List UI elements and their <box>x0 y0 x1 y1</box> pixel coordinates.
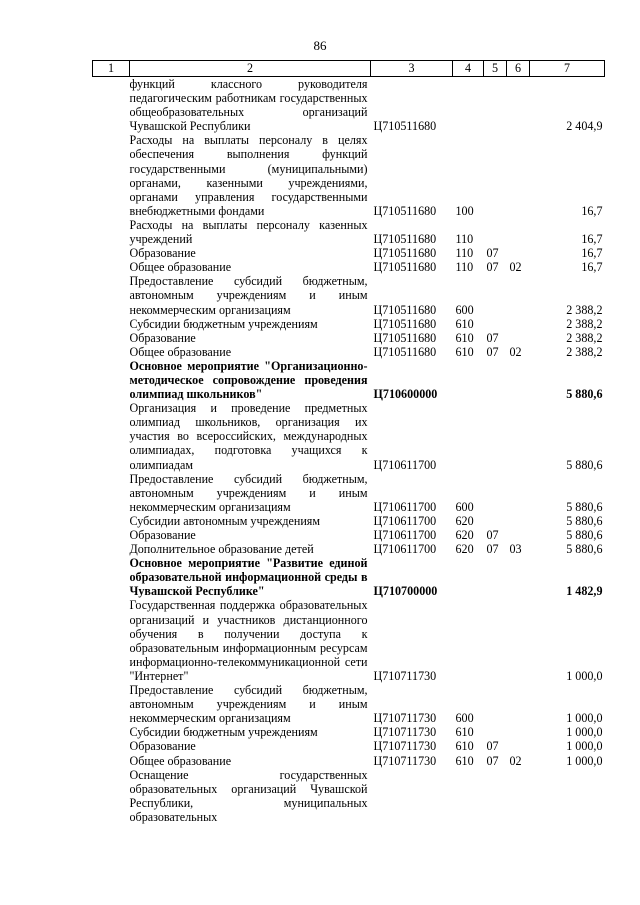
row-expense-type: 610 <box>455 725 474 740</box>
row-target-code: Ц710511680 <box>373 203 437 218</box>
row-expense-type: 610 <box>455 330 474 345</box>
table-row <box>93 345 605 359</box>
row-section: 07 <box>486 753 499 768</box>
row-amount: 1 000,0 <box>566 725 603 740</box>
empty-cell <box>93 345 130 359</box>
row-expense-type <box>453 401 484 471</box>
row-target-code: Ц710511680 <box>373 246 437 261</box>
row-target-code: Ц710711730 <box>373 725 437 740</box>
row-expense-type <box>453 598 484 683</box>
row-section <box>484 556 507 598</box>
row-section <box>484 514 507 528</box>
row-amount: 5 880,6 <box>566 542 603 557</box>
row-subsection: 02 <box>509 344 522 359</box>
row-section <box>484 683 507 725</box>
row-expense-type: 610 <box>455 316 474 331</box>
header-col-6: 6 <box>507 61 530 77</box>
row-subsection <box>507 401 530 471</box>
row-subsection <box>507 274 530 316</box>
row-section <box>484 598 507 683</box>
table-row <box>93 739 605 753</box>
empty-cell <box>93 77 130 134</box>
row-expense-type <box>453 556 484 598</box>
empty-cell <box>93 260 130 274</box>
row-section: 07 <box>486 739 499 754</box>
row-name: Расходы на выплаты персоналу в целях обеспечения выполнения функций государственными (муниципальными) органами, казенными учреждениями, органами управления государственными внебюджетными фондами <box>129 133 368 218</box>
row-expense-type: 620 <box>455 528 474 542</box>
row-subsection <box>507 133 530 218</box>
row-expense-type: 110 <box>455 260 474 275</box>
row-amount: 5 880,6 <box>566 528 603 542</box>
row-amount: 16,7 <box>581 260 603 275</box>
row-target-code: Ц710711730 <box>373 753 437 768</box>
empty-cell <box>93 739 130 753</box>
row-expense-type: 110 <box>455 246 474 261</box>
row-subsection <box>507 77 530 134</box>
row-target-code: Ц710511680 <box>373 316 437 331</box>
table-row <box>93 528 605 542</box>
row-name: Общее образование <box>129 344 232 359</box>
header-col-5: 5 <box>484 61 507 77</box>
empty-cell <box>93 768 130 824</box>
table-row <box>93 514 605 528</box>
row-name: Предоставление субсидий бюджетным, автономным учреждениям и иным некоммерческим организациям <box>129 471 368 514</box>
table-row <box>93 542 605 556</box>
row-amount: 16,7 <box>581 232 603 247</box>
row-name: Субсидии автономным учреждениям <box>129 513 321 528</box>
table-body <box>93 77 605 824</box>
row-subsection: 03 <box>509 542 522 557</box>
row-amount: 5 880,6 <box>566 387 603 402</box>
row-name: Субсидии бюджетным учреждениям <box>129 725 318 740</box>
row-target-code: Ц710611700 <box>373 513 437 528</box>
page-number: 86 <box>313 38 327 53</box>
empty-cell <box>93 514 130 528</box>
row-expense-type: 610 <box>455 739 474 754</box>
row-amount: 5 880,6 <box>566 499 603 514</box>
table-row <box>93 683 605 725</box>
row-expense-type <box>453 359 484 401</box>
empty-cell <box>93 528 130 542</box>
table-row <box>93 331 605 345</box>
row-amount: 1 000,0 <box>566 711 603 726</box>
table-row <box>93 133 605 218</box>
row-section <box>484 218 507 246</box>
row-expense-type <box>453 77 484 134</box>
row-expense-type <box>453 768 484 824</box>
row-section: 07 <box>486 260 499 275</box>
row-expense-type: 610 <box>455 753 474 768</box>
empty-cell <box>93 556 130 598</box>
header-col-7: 7 <box>530 61 605 77</box>
row-subsection <box>507 598 530 683</box>
row-subsection <box>507 331 530 345</box>
table-row <box>93 472 605 514</box>
row-expense-type: 100 <box>455 203 474 218</box>
row-section <box>484 725 507 739</box>
row-target-code: Ц710600000 <box>373 387 438 402</box>
header-col-1: 1 <box>93 61 130 77</box>
row-subsection <box>507 768 530 824</box>
row-subsection <box>507 317 530 331</box>
row-subsection <box>507 472 530 514</box>
empty-cell <box>93 331 130 345</box>
row-section <box>484 77 507 134</box>
table-header <box>93 61 605 77</box>
empty-cell <box>93 598 130 683</box>
empty-cell <box>93 683 130 725</box>
row-subsection: 02 <box>509 753 522 768</box>
empty-cell <box>93 218 130 246</box>
table-row <box>93 246 605 260</box>
table-row <box>93 401 605 471</box>
row-section <box>484 317 507 331</box>
row-subsection <box>507 528 530 542</box>
row-target-code: Ц710611700 <box>373 457 437 472</box>
row-amount: 5 880,6 <box>566 513 603 528</box>
empty-cell <box>93 133 130 218</box>
row-amount <box>530 768 605 824</box>
row-name: Расходы на выплаты персоналу казенных учреждений <box>129 217 368 247</box>
row-target-code: Ц710611700 <box>373 528 437 542</box>
table-row <box>93 218 605 246</box>
table-row <box>93 317 605 331</box>
header-row <box>93 61 605 77</box>
row-name: Общее образование <box>129 753 232 768</box>
empty-cell <box>93 725 130 739</box>
table-row <box>93 556 605 598</box>
row-expense-type: 600 <box>455 302 474 317</box>
row-subsection: 02 <box>509 260 522 275</box>
row-target-code: Ц710711730 <box>373 739 437 754</box>
row-subsection <box>507 218 530 246</box>
row-name: Основное мероприятие "Организационно-методическое сопровождение проведения олимпиад школьников" <box>129 358 368 402</box>
row-subsection <box>507 359 530 401</box>
header-col-4: 4 <box>453 61 484 77</box>
row-name: Предоставление субсидий бюджетным, автономным учреждениям и иным некоммерческим организациям <box>129 683 368 726</box>
row-expense-type: 620 <box>455 542 474 557</box>
empty-cell <box>93 542 130 556</box>
row-target-code <box>371 768 453 824</box>
row-expense-type: 600 <box>455 711 474 726</box>
row-section <box>484 768 507 824</box>
row-amount: 1 000,0 <box>566 753 603 768</box>
row-amount: 2 388,2 <box>566 330 603 345</box>
table-row <box>93 359 605 401</box>
row-name: Общее образование <box>129 260 232 275</box>
row-target-code: Ц710711730 <box>373 668 437 683</box>
row-subsection <box>507 739 530 753</box>
row-subsection <box>507 725 530 739</box>
row-amount: 1 000,0 <box>566 668 603 683</box>
row-expense-type: 620 <box>455 513 474 528</box>
row-target-code: Ц710511680 <box>373 344 437 359</box>
row-expense-type: 610 <box>455 344 474 359</box>
empty-cell <box>93 401 130 471</box>
table-row <box>93 725 605 739</box>
row-section <box>484 133 507 218</box>
row-name: Образование <box>129 528 196 542</box>
table-row <box>93 77 605 134</box>
table-row <box>93 598 605 683</box>
empty-cell <box>93 472 130 514</box>
row-subsection <box>507 556 530 598</box>
row-name: Образование <box>129 246 196 261</box>
row-name: Организация и проведение предметных олимпиад школьников, организация их участия во всероссийских, международных олимпиадах, подготовка учащихся к олимпиадам <box>129 401 368 472</box>
row-amount: 1 000,0 <box>566 739 603 754</box>
row-amount: 2 388,2 <box>566 316 603 331</box>
empty-cell <box>93 274 130 316</box>
empty-cell <box>93 359 130 401</box>
row-amount: 16,7 <box>581 203 603 218</box>
row-section <box>484 274 507 316</box>
row-name: Дополнительное образование детей <box>129 542 314 557</box>
row-name: функций классного руководителя педагогическим работникам государственных общеобразовательных организаций Чувашской Республики <box>129 77 368 134</box>
row-name: Образование <box>129 330 196 345</box>
row-amount: 2 388,2 <box>566 344 603 359</box>
budget-table <box>92 60 605 824</box>
row-target-code: Ц710511680 <box>373 119 437 134</box>
row-amount: 5 880,6 <box>566 457 603 472</box>
table-row <box>93 754 605 768</box>
row-target-code: Ц710511680 <box>373 330 437 345</box>
row-target-code: Ц710711730 <box>373 711 437 726</box>
row-subsection <box>507 246 530 260</box>
row-target-code: Ц710700000 <box>373 584 438 599</box>
header-col-2: 2 <box>130 61 371 77</box>
row-subsection <box>507 514 530 528</box>
table-row <box>93 274 605 316</box>
row-section: 07 <box>486 330 499 345</box>
row-name: Субсидии бюджетным учреждениям <box>129 316 318 331</box>
row-section: 07 <box>486 246 499 261</box>
row-target-code: Ц710511680 <box>373 260 437 275</box>
row-name: Образование <box>129 739 196 754</box>
row-amount: 1 482,9 <box>566 584 603 599</box>
row-section: 07 <box>486 344 499 359</box>
empty-cell <box>93 246 130 260</box>
row-expense-type: 110 <box>455 232 474 247</box>
empty-cell <box>93 317 130 331</box>
row-name: Предоставление субсидий бюджетным, автономным учреждениям и иным некоммерческим организациям <box>129 274 368 317</box>
row-subsection <box>507 683 530 725</box>
row-amount: 2 404,9 <box>566 119 603 134</box>
row-target-code: Ц710611700 <box>373 499 437 514</box>
table-row <box>93 768 605 824</box>
row-expense-type: 600 <box>455 499 474 514</box>
row-amount: 16,7 <box>581 246 603 261</box>
row-name: Государственная поддержка образовательных организаций и участников дистанционного обучения в получении доступа к образовательным информационным ресурсам информационно-телекоммуникационной сети "Интернет" <box>129 598 368 683</box>
row-section: 07 <box>486 542 499 557</box>
row-target-code: Ц710611700 <box>373 542 437 557</box>
row-target-code: Ц710511680 <box>373 302 437 317</box>
table-row <box>93 260 605 274</box>
empty-cell <box>93 754 130 768</box>
row-section <box>484 472 507 514</box>
row-section: 07 <box>486 528 499 542</box>
row-section <box>484 359 507 401</box>
row-name: Основное мероприятие "Развитие единой образовательной информационной среды в Чувашской Республике" <box>129 556 368 599</box>
row-name: Оснащение государственных образовательных организаций Чувашской Республики, муниципальных образовательных <box>129 767 368 824</box>
row-target-code: Ц710511680 <box>373 232 437 247</box>
row-section <box>484 401 507 471</box>
header-col-3: 3 <box>371 61 453 77</box>
row-amount: 2 388,2 <box>566 302 603 317</box>
